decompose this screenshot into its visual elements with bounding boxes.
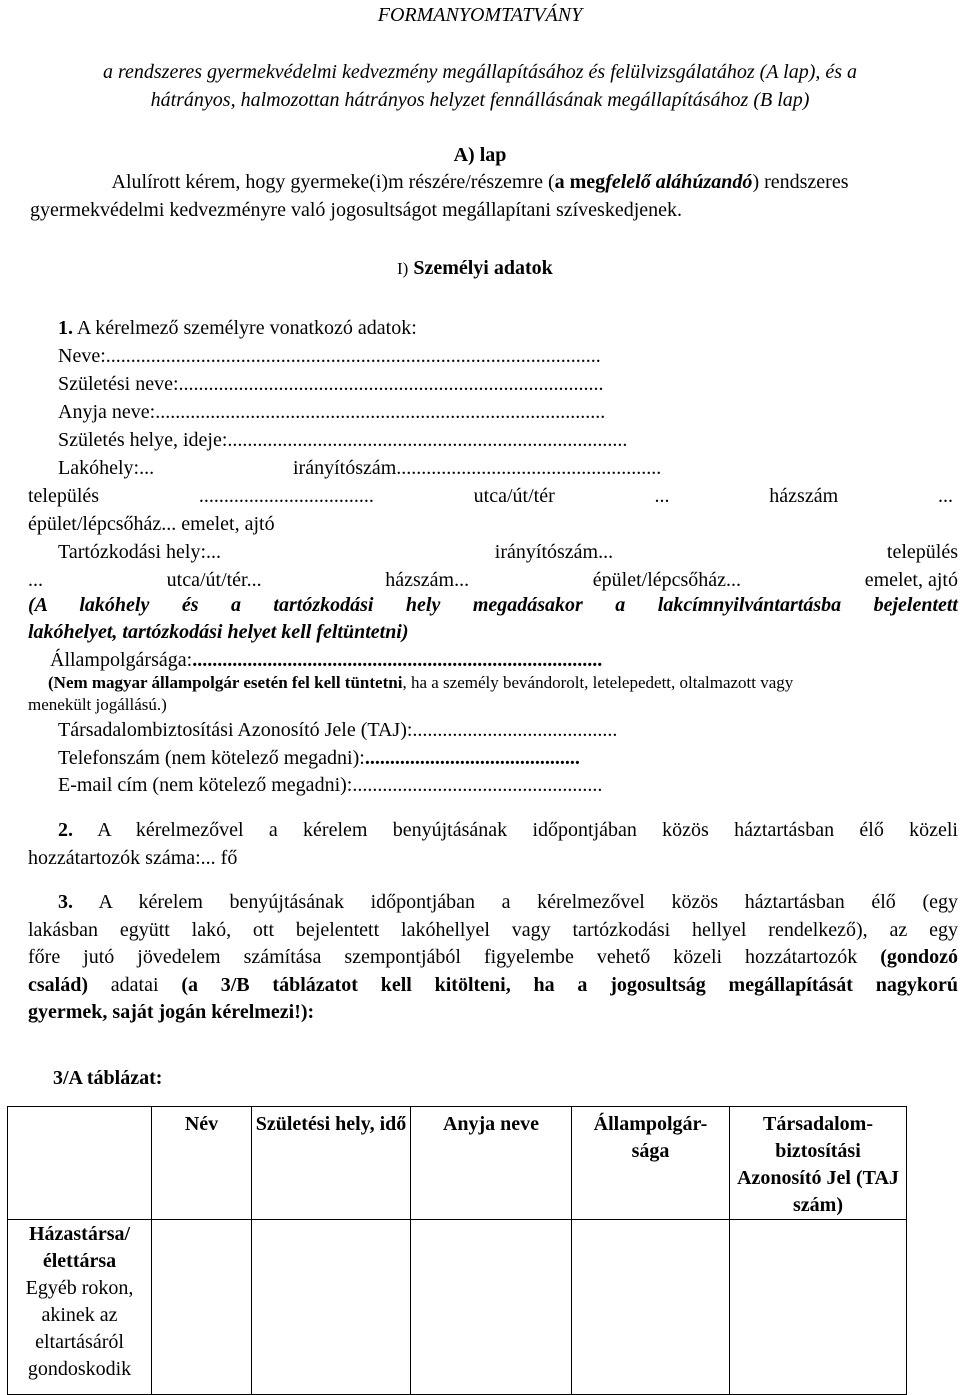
field-telepules: település [28, 485, 100, 507]
field-utca2: utca/út/tér... [166, 569, 262, 591]
header-szuletesi-hely-ido: Születési hely, idő [252, 1107, 411, 1220]
table-3a [7, 1106, 907, 1395]
section1-title: I) Személyi adatok [397, 257, 553, 279]
telepules-dots: ................................... [198, 485, 374, 507]
field-utca: utca/út/tér [473, 485, 555, 507]
header-nev: Név [152, 1107, 252, 1220]
address-line-1 [28, 484, 953, 508]
header-taj-szam: Társadalom-biztosítási Azonosító Jel (TAJ szám) [730, 1107, 907, 1220]
field-hazszam: házszám [769, 485, 839, 507]
tartozkodasi-line-2: ... utca/út/tér... házszám... épület/lépcsőház... emelet, ajtó [28, 569, 958, 591]
section3-line2: lakásban együtt lakó, ott bejelentett lakóhellyel vagy tartózkodási hellyel rendelkező), az egy [28, 919, 958, 941]
row-header-egyeb-rokon: Egyéb rokon, akinek az eltartásáról gondoskodik [25, 1277, 134, 1380]
table-3a-title: 3/A táblázat: [53, 1067, 163, 1089]
field-lakohely: Lakóhely:... [58, 457, 155, 479]
section3-line3: főre jutó jövedelem számítása szempontjából figyelembe vehető közeli hozzátartozók (gondozó [28, 946, 959, 968]
applicant-data-heading: 1. A kérelmező személyre vonatkozó adatok: [58, 317, 417, 339]
row-header-relatives [8, 1220, 152, 1395]
utca-dots: ... [654, 485, 670, 507]
tartozkodasi-line [58, 540, 958, 564]
form-subtitle-line2: hátrányos, halmozottan hátrányos helyzet fennállásának megállapításához (B lap) [150, 89, 810, 111]
field-telefonszam: Telefonszám (nem kötelező megadni):........................................... [58, 747, 580, 769]
field-iranyitoszam: irányítószám..................................................... [293, 457, 662, 479]
section3-line1: 3. A kérelem benyújtásának időpontjában a kérelmezővel közös háztartásban élő (egy [58, 891, 958, 913]
field-email: E-mail cím (nem kötelező megadni):.................................................. [58, 774, 603, 796]
field-szuletesi-neve: Születési neve:..................................................................................... [58, 373, 604, 395]
section2-line1: 2. A kérelmezővel a kérelem benyújtásának időpontjában közös háztartásban élő közeli [58, 819, 958, 841]
row-header-hazastars: Házastársa/ élettársa [28, 1223, 131, 1272]
field-epulet2: épület/lépcsőház... [592, 569, 742, 591]
field-emelet2: emelet, ajtó [864, 569, 958, 591]
field-anyja-neve: Anyja neve:.......................................................................................... [58, 401, 606, 423]
address-note-line1: (A lakóhely és a tartózkodási hely megadásakor a lakcímnyilvántartásba bejelentett [28, 594, 958, 616]
field-szuletes-helye-ideje: Születés helye, ideje:................................................................................ [58, 429, 628, 451]
field-tartozkodasi-hely: Tartózkodási hely:... [58, 541, 221, 563]
section3-line5: gyermek, saját jogán kérelmezi!): [28, 1001, 315, 1023]
field-neve: Neve:................................................................................................... [58, 345, 601, 367]
field-hazszam2: házszám... [385, 569, 470, 591]
field-iranyitoszam2: irányítószám... [494, 541, 614, 563]
table-corner-cell [8, 1107, 152, 1220]
field-telepules2: település [886, 541, 958, 563]
section3-line4: család) adatai (a 3/B táblázatot kell kitölteni, ha a jogosultság megállapítását nagykorú [28, 974, 958, 996]
header-allampolgarsaga: Állampolgár-sága [572, 1107, 730, 1220]
address-note-line2: lakóhelyet, tartózkodási helyet kell feltüntetni) [28, 621, 409, 643]
header-anyja-neve: Anyja neve [411, 1107, 572, 1220]
cell-allampolgarsaga[interactable] [572, 1220, 730, 1395]
section2-line2: hozzátartozók száma:... fő [28, 847, 238, 869]
hazszam-dots: ... [937, 485, 953, 507]
address-line-2: épület/lépcsőház... emelet, ajtó [28, 513, 275, 535]
request-line2: gyermekvédelmi kedvezményre való jogosultságot megállapítani szíveskedjenek. [30, 199, 683, 221]
request-line1: Alulírott kérem, hogy gyermeke(i)m részére/részemre (a megfelelő aláhúzandó) rendszeres [111, 171, 849, 193]
nationality-note-line2: menekült jogállású.) [28, 695, 167, 714]
nationality-note-line1: (Nem magyar állampolgár esetén fel kell tüntetni, ha a személy bevándorolt, letelepedett, oltalmazott vagy [48, 673, 794, 692]
cell-szuletesi-hely-ido[interactable] [252, 1220, 411, 1395]
cell-taj-szam[interactable] [730, 1220, 907, 1395]
cell-anyja-neve[interactable] [411, 1220, 572, 1395]
form-subtitle-line1: a rendszeres gyermekvédelmi kedvezmény megállapításához és felülvizsgálatához (A lap), és a [102, 61, 858, 83]
field-allampolgarsag: Állampolgársága:.................................................................................. [50, 649, 603, 671]
cell-nev[interactable] [152, 1220, 252, 1395]
field-taj: Társadalombiztosítási Azonosító Jele (TAJ):......................................... [58, 719, 618, 741]
form-title: FORMANYOMTATVÁNY [377, 4, 583, 26]
a-lap-label: A) lap [453, 144, 507, 166]
